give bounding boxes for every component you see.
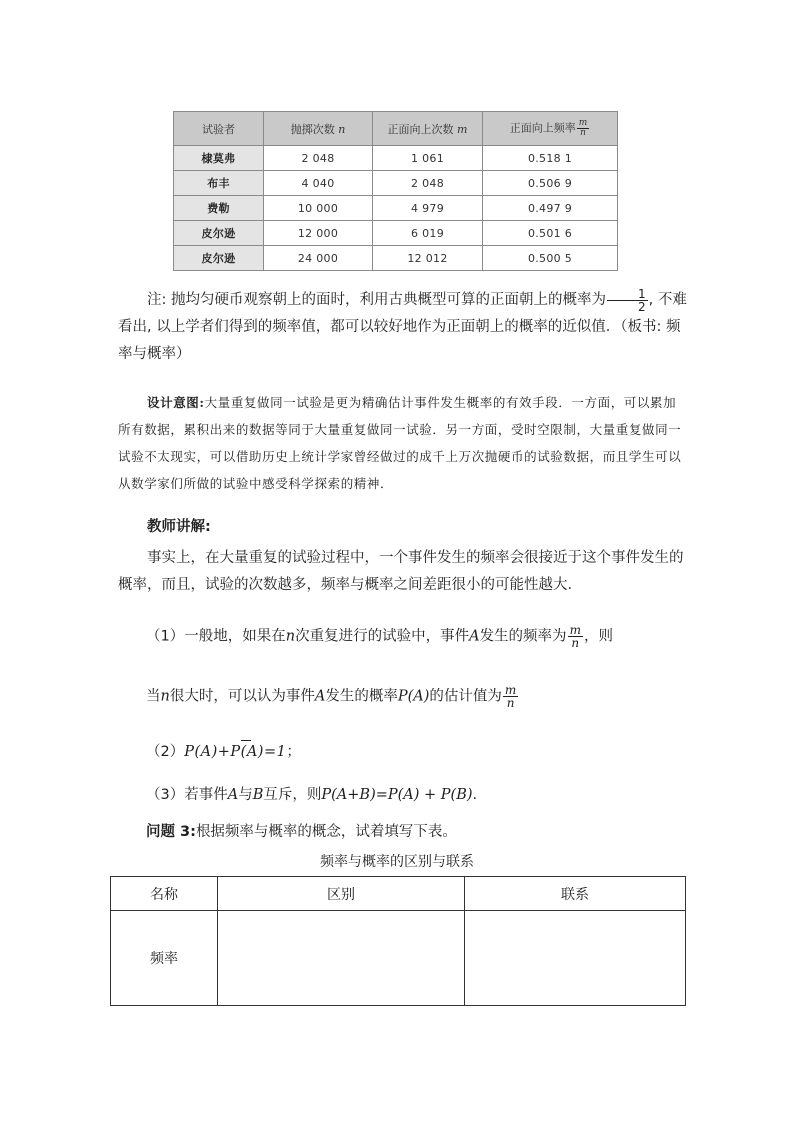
cell-frequency: 0.518 1 <box>483 146 618 171</box>
complement-bar <box>241 740 251 741</box>
cell-tosses: 2 048 <box>264 146 373 171</box>
table-row <box>174 221 618 246</box>
cell-heads: 6 019 <box>373 221 483 246</box>
table-row <box>174 246 618 271</box>
item-1-line: （1）一般地，如果在n次重复进行的试验中，事件A发生的频率为 $\frac{m}{n}$ ，则 <box>146 623 613 650</box>
m-over-n-fraction: $\frac{m}{n}$ <box>504 683 517 710</box>
item-2-line: （2）P(A)+P(A)=1； <box>146 744 301 760</box>
table-row <box>174 146 618 171</box>
item-1-continuation: 当n很大时，可以认为事件A发生的概率P(A)的估计值为 $\frac{m}{n}$ <box>146 683 517 710</box>
compare-header-row <box>111 877 686 911</box>
coin-toss-table <box>173 111 618 271</box>
header-experimenter: 试验者 <box>174 112 264 146</box>
table-row <box>174 196 618 221</box>
cell-experimenter: 棣莫弗 <box>174 146 264 171</box>
cell-tosses: 4 040 <box>264 171 373 196</box>
cell-frequency: 0.506 9 <box>483 171 618 196</box>
cell-heads: 1 061 <box>373 146 483 171</box>
cell-experimenter: 皮尔逊 <box>174 246 264 271</box>
cell-heads: 12 012 <box>373 246 483 271</box>
difference-cell[interactable] <box>218 911 465 1006</box>
cell-heads: 4 979 <box>373 196 483 221</box>
cell-tosses: 10 000 <box>264 196 373 221</box>
cell-frequency: 0.497 9 <box>483 196 618 221</box>
cell-experimenter: 费勒 <box>174 196 264 221</box>
cell-frequency: 0.500 5 <box>483 246 618 271</box>
cell-frequency: 0.501 6 <box>483 221 618 246</box>
addition-formula: P(A+B)=P(A) + P(B) <box>321 787 473 803</box>
header-name: 名称 <box>111 877 218 911</box>
header-difference: 区别 <box>218 877 465 911</box>
teacher-label: 教师讲解: <box>147 519 211 535</box>
teacher-paragraph: 事实上，在大量重复的试验过程中，一个事件发生的频率会很接近于这个事件发生的概率，而且，试验的次数越多，频率与概率之间差距很小的可能性越大． <box>118 550 684 593</box>
header-heads-count: 正面向上次数 m <box>373 112 483 146</box>
cell-tosses: 12 000 <box>264 221 373 246</box>
connection-cell[interactable] <box>465 911 686 1006</box>
design-intent-paragraph: 设计意图:大量重复做同一试验是更为精确估计事件发生概率的有效手段．一方面，可以累加所有数据，累积出来的数据等同于大量重复做同一试验．另一方面，受时空限制，大量重复做同一试验不太现实，可以借助历史上统计学家曾经做过的成千上万次抛硬币的试验数据，而且学生可以从数学家们所做的试验中感受科学探索的精神． <box>118 395 682 491</box>
table-header-row <box>174 112 618 146</box>
cell-heads: 2 048 <box>373 171 483 196</box>
note-paragraph: 注: 抛均匀硬币观察朝上的面时，利用古典概型可算的正面朝上的概率为 $\frac{1}{2}$ , 不难看出, 以上学者们得到的频率值，都可以较好地作为正面朝上的概率的近似值．（板书: 频率与概率） <box>118 286 687 362</box>
compare-table-caption: 频率与概率的区别与联系 <box>320 854 474 870</box>
one-half-fraction: $\frac{1}{2}$ <box>607 288 648 313</box>
item-3-line: （3）若事件A与B互斥，则P(A+B)=P(A) + P(B). <box>146 787 478 803</box>
header-heads-frequency: 正面向上频率 $\frac{m}{n}$ <box>483 112 618 146</box>
cell-tosses: 24 000 <box>264 246 373 271</box>
header-toss-count: 抛掷次数 n <box>264 112 373 146</box>
complement-formula: P(A)+P(A)=1 <box>184 744 287 760</box>
table-row <box>174 171 618 196</box>
compare-table <box>110 876 686 1006</box>
table-row <box>111 911 686 1006</box>
cell-experimenter: 布丰 <box>174 171 264 196</box>
m-over-n-fraction: $\frac{m}{n}$ <box>569 623 581 650</box>
cell-experimenter: 皮尔逊 <box>174 221 264 246</box>
header-connection: 联系 <box>465 877 686 911</box>
question-3-line: 问题 3:根据频率与概率的概念，试着填写下表。 <box>146 824 457 840</box>
row-label-frequency: 频率 <box>111 911 218 1006</box>
